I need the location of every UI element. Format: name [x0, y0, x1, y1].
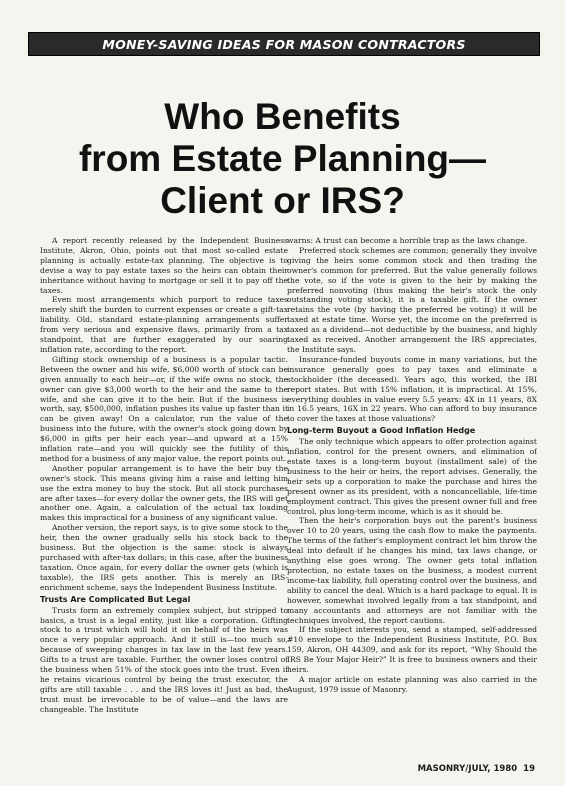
page-number: 19 [523, 764, 535, 774]
paragraph: Gifting stock ownership of a business is a popular tactic. Between the owner and his wife, $6,000 worth of stock can be given annually to each heir—or, if the wife owns no stock, the owner can give $3,000 worth to the heir and the same to the wife, and she can give it to the heir. But if the business is worth, say, $500,000, inflation pushes its value up faster than it can be given away! On a calculator, run the value of the business into the future, with the owner's stock going down by $6,000 in gifts per heir each year—and upward at a 15% inflation rate—and you will quickly see the futility of this method for a business of any major value, the report points out. [40, 354, 288, 463]
paragraph: warns: A trust can become a horrible trap as the laws change. [287, 236, 528, 245]
paragraph: Another popular arrangement is to have the heir buy the owner's stock. This means giving him a raise and letting him use the extra money to buy the stock. But all stock purchases are after taxes—for every dollar the owner gets, the IRS will get another one. Again, a calculation of the actual tax loading makes this impractical for a business of any significant value. [40, 463, 288, 523]
title-line-2: from Estate Planning— [78, 138, 487, 179]
title-line-3: Client or IRS? [160, 180, 405, 221]
paragraph: Then the heir's corporation buys out the parent's business over 10 to 20 years, using the cash flow to make the payments. The terms of the father's employment contract let him throw the deal into default if he changes his mind, tax laws change, or anything else goes wrong. The owner gets total inflation protection, no estate taxes on the business, a modest current income-tax liability, full operating control over the business, and ability to cancel the deal. Which is a hard package to equal. It is however, somewhat involved legally from a tax standpoint, and many accountants and attorneys are not familiar with the techniques involved, the report cautions. [287, 516, 537, 625]
paragraph: Insurance-funded buyouts come in many variations, but the insurance generally goes to pay taxes and eliminate a stockholder (the deceased). Years ago, this worked, the IBI report states. But with 15% inflation, it is impractical. At 15%, everything doubles in value every 5.5 years: 4X in 11 years, 8X in 16.5 years, 16X in 22 years. Who can afford to buy insurance to cover the taxes at those valuations? [287, 354, 537, 424]
paragraph: The only technique which appears to offer protection against inflation, control for the present owners, and elimination of estate taxes is a long-term buyout (installment sale) of the business to the heir or heirs, the report advises. Generally, the heir sets up a corporation to make the purchase and hires the present owner as its president, with a noncancellable, life-time employment contract. This gives the present owner full and free control, plus long-term income, which is as it should be. [287, 437, 537, 516]
section-heading: Trusts Are Complicated But Legal [40, 594, 191, 604]
paragraph: A report recently released by the Independent Business Institute, Akron, Ohio, points out that most so-called estate planning is actually estate-tax planning. The objective is to devise a way to pay estate taxes so the heirs can obtain their inheritance without having to mortgage or sell it to pay off the taxes. [40, 236, 288, 295]
paragraph: Trusts form an extremely complex subject, but stripped to basics, a trust is a legal entity, just like a corporation. Gifting stock to a trust which will hold it on behalf of the heirs was once a very popular approach. And it still is—too much so, because of sweeping changes in tax law in the last few years. Gifts to a trust are taxable. Further, the owner loses control of the business when 51% of the stock goes into the trust. Even if he retains vicarious control by being the trust executor, the gifts are still taxable . . . and the IRS loves it! Just as bad, the trust must be irrevocable to be of value—and the laws are changeable. The Institute [40, 605, 288, 714]
paragraph: Another version, the report says, is to give some stock to the heir, then the owner gradually sells his stock back to the business. But the objection is the same: stock is always purchased with after-tax dollars; in this case, after the business taxation. Once again, for every dollar the owner gets (which is taxable), the IRS gets another. This is merely an IRS-enrichment scheme, says the Independent Business Institute. [40, 523, 288, 592]
paragraph: Even most arrangements which purport to reduce taxes merely shift the burden to current expenses or create a gift-tax liability. Old, standard estate-planning arrangements suffer from very serious and expensive flaws, primarily from a tax standpoint, that are further exaggerated by our soaring inflation rate, according to the report. [40, 295, 288, 354]
issue-label: MASONRY/JULY, 1980 [417, 764, 518, 774]
paragraph: Preferred stock schemes are common; generally they involve giving the heirs some common stock and then trading the owner's common for preferred. But the value generally follows the vote, so if the vote is given to the heir by making the preferred nonvoting (thus making the heir's stock the only outstanding voting stock), it is a taxable gift. If the owner retains the vote (by having the preferred be voting) it will be taxed at estate time. Worse yet, the income on the preferred is taxed as a dividend—not deductible by the business, and highly taxed as received. Another arrangement the IRS appreciates, the Institute says. [287, 245, 537, 354]
paragraph: A major article on estate planning was also carried in the August, 1979 issue of Masonry. [287, 674, 537, 694]
left-column [40, 236, 288, 758]
page-footer [418, 764, 535, 774]
banner-text: MONEY-SAVING IDEAS FOR MASON CONTRACTORS [102, 36, 466, 52]
section-heading: Long-term Buyout a Good Inflation Hedge [287, 426, 476, 436]
title-line-1: Who Benefits [164, 96, 401, 137]
section-banner [28, 32, 540, 56]
article-title [0, 96, 565, 222]
right-column [287, 236, 537, 758]
paragraph: If the subject interests you, send a stamped, self-addressed #10 envelope to the Independent Business Institute, P.O. Box 159, Akron, OH 44309, and ask for its report, “Why Should the IRS Be Your Major Heir?” It is free to business owners and their heirs. [287, 625, 537, 675]
